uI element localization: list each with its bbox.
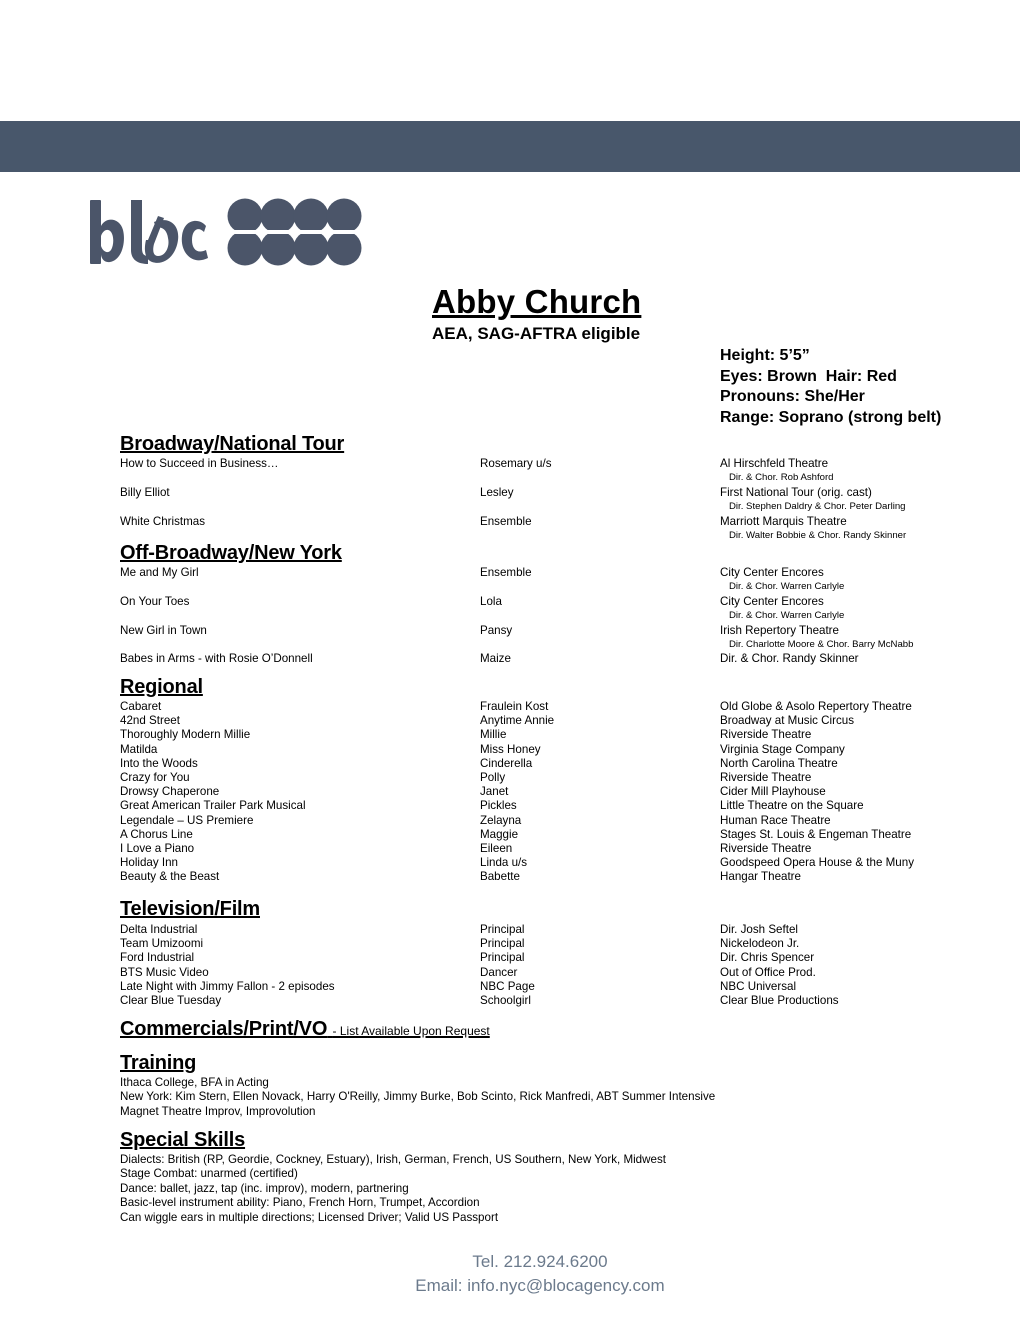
credit-show: New Girl in Town <box>120 623 207 637</box>
credit-show: How to Succeed in Business… <box>120 457 279 470</box>
credit-role: Ensemble <box>480 514 532 528</box>
credit-director: Dir. & Chor. Warren Carlyle <box>729 609 845 621</box>
section-heading-skills: Special Skills <box>120 1129 246 1151</box>
credit-venue: First National Tour (orig. cast) <box>720 485 872 499</box>
credit-venue: Al Hirschfeld Theatre <box>720 457 829 470</box>
skill-item: Dance: ballet, jazz, tap (inc. improv), modern, partnering <box>120 1181 409 1195</box>
credit-role: Pansy <box>480 623 513 637</box>
commercials-heading-text: Commercials/Print/VO <box>120 1018 328 1040</box>
credit-show: Beauty & the Beast <box>120 870 220 884</box>
credit-venue: City Center Encores <box>720 566 824 579</box>
credit-show: 42nd Street <box>120 714 180 728</box>
credit-show: I Love a Piano <box>120 841 195 855</box>
credit-role: Principal <box>480 937 525 951</box>
training-item: Ithaca College, BFA in Acting <box>120 1076 269 1089</box>
credit-role: Zelayna <box>480 813 522 827</box>
credit-show: Drowsy Chaperone <box>120 785 220 799</box>
credit-role: Linda u/s <box>480 856 528 870</box>
section-heading-tvfilm: Television/Film <box>120 898 260 920</box>
credit-venue: Old Globe & Asolo Repertory Theatre <box>720 700 912 713</box>
bloc-logo <box>88 196 363 268</box>
credit-role: Anytime Annie <box>480 714 555 728</box>
credit-venue: Nickelodeon Jr. <box>720 937 800 951</box>
credit-role: Fraulein Kost <box>480 700 549 713</box>
credit-director: Dir. & Chor. Warren Carlyle <box>729 581 845 593</box>
credit-role: Millie <box>480 728 507 742</box>
credit-venue: Cider Mill Playhouse <box>720 785 826 799</box>
credit-role: Lesley <box>480 485 514 499</box>
credit-role: Schoolgirl <box>480 993 531 1007</box>
section-heading-regional: Regional <box>120 676 203 698</box>
credit-director: Dir. Charlotte Moore & Chor. Barry McNabb <box>729 638 914 650</box>
credit-role: Rosemary u/s <box>480 457 552 470</box>
credit-venue: Dir. Josh Seftel <box>720 923 798 936</box>
credit-venue: Human Race Theatre <box>720 813 831 827</box>
credit-role: Maggie <box>480 827 519 841</box>
stat-pronouns: Pronouns: She/Her <box>720 388 865 405</box>
credit-role: Dancer <box>480 965 518 979</box>
credit-show: Billy Elliot <box>120 485 170 499</box>
skill-item: Dialects: British (RP, Geordie, Cockney, Estuary), Irish, German, French, US Southern, New York, Midwest <box>120 1153 666 1166</box>
credit-venue: Clear Blue Productions <box>720 993 839 1007</box>
union-status: AEA, SAG-AFTRA eligible <box>432 324 641 343</box>
credit-show: Legendale – US Premiere <box>120 813 254 827</box>
credit-show: Ford Industrial <box>120 951 195 965</box>
stat-eyes-hair: Eyes: Brown Hair: Red <box>720 367 897 385</box>
stat-height: Height: 5’5” <box>720 347 810 364</box>
credit-show: On Your Toes <box>120 594 190 608</box>
credit-venue: Broadway at Music Circus <box>720 714 855 728</box>
credit-venue: Virginia Stage Company <box>720 742 845 756</box>
skill-item: Stage Combat: unarmed (certified) <box>120 1167 298 1181</box>
credit-director: Dir. Walter Bobbie & Chor. Randy Skinner <box>729 529 907 541</box>
credit-show: Matilda <box>120 742 158 756</box>
commercials-note: - List Available Upon Request <box>332 1024 490 1038</box>
credit-show: Team Umizoomi <box>120 937 204 951</box>
credit-role: Polly <box>480 770 506 784</box>
credit-show: Into the Woods <box>120 756 198 770</box>
credit-role: Ensemble <box>480 566 532 579</box>
credit-venue: Riverside Theatre <box>720 728 812 742</box>
credit-venue: City Center Encores <box>720 594 824 608</box>
actor-name: Abby Church <box>432 283 642 320</box>
training-item: New York: Kim Stern, Ellen Novack, Harry O'Reilly, Jimmy Burke, Bob Scinto, Rick Manfredi, ABT Summer Intensive <box>120 1090 716 1104</box>
credit-role: Principal <box>480 951 525 965</box>
credit-venue: Marriott Marquis Theatre <box>720 514 847 528</box>
credit-role: NBC Page <box>480 979 535 993</box>
section-heading-commercials <box>120 1018 490 1041</box>
credit-show: Me and My Girl <box>120 566 199 579</box>
credit-role: Principal <box>480 923 525 936</box>
credit-show: Late Night with Jimmy Fallon - 2 episodes <box>120 979 335 993</box>
credit-show: BTS Music Video <box>120 965 209 979</box>
credit-show: Crazy for You <box>120 770 190 784</box>
credit-role: Pickles <box>480 799 517 813</box>
credit-role: Eileen <box>480 841 513 855</box>
credit-venue: NBC Universal <box>720 979 797 993</box>
credit-show: Great American Trailer Park Musical <box>120 799 306 813</box>
credit-venue: Dir. & Chor. Randy Skinner <box>720 652 859 666</box>
credit-venue: Out of Office Prod. <box>720 965 816 979</box>
credit-show: A Chorus Line <box>120 827 193 841</box>
credit-venue: Riverside Theatre <box>720 841 812 855</box>
credit-role: Cinderella <box>480 756 533 770</box>
section-heading-broadway: Broadway/National Tour <box>120 433 345 455</box>
credit-venue: Irish Repertory Theatre <box>720 623 839 637</box>
stats-block <box>720 346 941 428</box>
training-list <box>120 1076 715 1119</box>
footer-email: Email: info.nyc@blocagency.com <box>415 1276 665 1295</box>
training-item: Magnet Theatre Improv, Improvolution <box>120 1104 316 1118</box>
credit-show: Thoroughly Modern Millie <box>120 728 251 742</box>
credit-venue: North Carolina Theatre <box>720 756 838 770</box>
credit-role: Babette <box>480 870 520 884</box>
credit-director: Dir. Stephen Daldry & Chor. Peter Darling <box>729 500 906 512</box>
credit-show: Clear Blue Tuesday <box>120 993 222 1007</box>
credit-venue: Goodspeed Opera House & the Muny <box>720 856 914 870</box>
skill-item: Basic-level instrument ability: Piano, French Horn, Trumpet, Accordion <box>120 1196 480 1210</box>
credit-role: Maize <box>480 652 511 666</box>
credit-role: Lola <box>480 594 502 608</box>
credit-show: White Christmas <box>120 514 206 528</box>
credit-show: Cabaret <box>120 700 162 713</box>
credit-venue: Hangar Theatre <box>720 870 801 884</box>
credit-venue: Riverside Theatre <box>720 770 812 784</box>
stat-range: Range: Soprano (strong belt) <box>720 408 942 426</box>
credit-show: Holiday Inn <box>120 856 179 870</box>
skill-item: Can wiggle ears in multiple directions; Licensed Driver; Valid US Passport <box>120 1210 499 1224</box>
credit-venue: Stages St. Louis & Engeman Theatre <box>720 827 912 841</box>
credit-role: Miss Honey <box>480 742 541 756</box>
section-heading-offbroadway: Off-Broadway/New York <box>120 542 342 564</box>
credit-show: Delta Industrial <box>120 923 198 936</box>
credit-role: Janet <box>480 785 509 799</box>
credit-show: Babes in Arms - with Rosie O’Donnell <box>120 652 313 666</box>
footer-phone: Tel. 212.924.6200 <box>472 1252 608 1271</box>
header-band <box>0 121 1020 172</box>
skills-list <box>120 1153 666 1225</box>
section-heading-training: Training <box>120 1052 197 1074</box>
credit-venue: Little Theatre on the Square <box>720 799 864 813</box>
credit-venue: Dir. Chris Spencer <box>720 951 815 965</box>
credit-director: Dir. & Chor. Rob Ashford <box>729 472 834 484</box>
